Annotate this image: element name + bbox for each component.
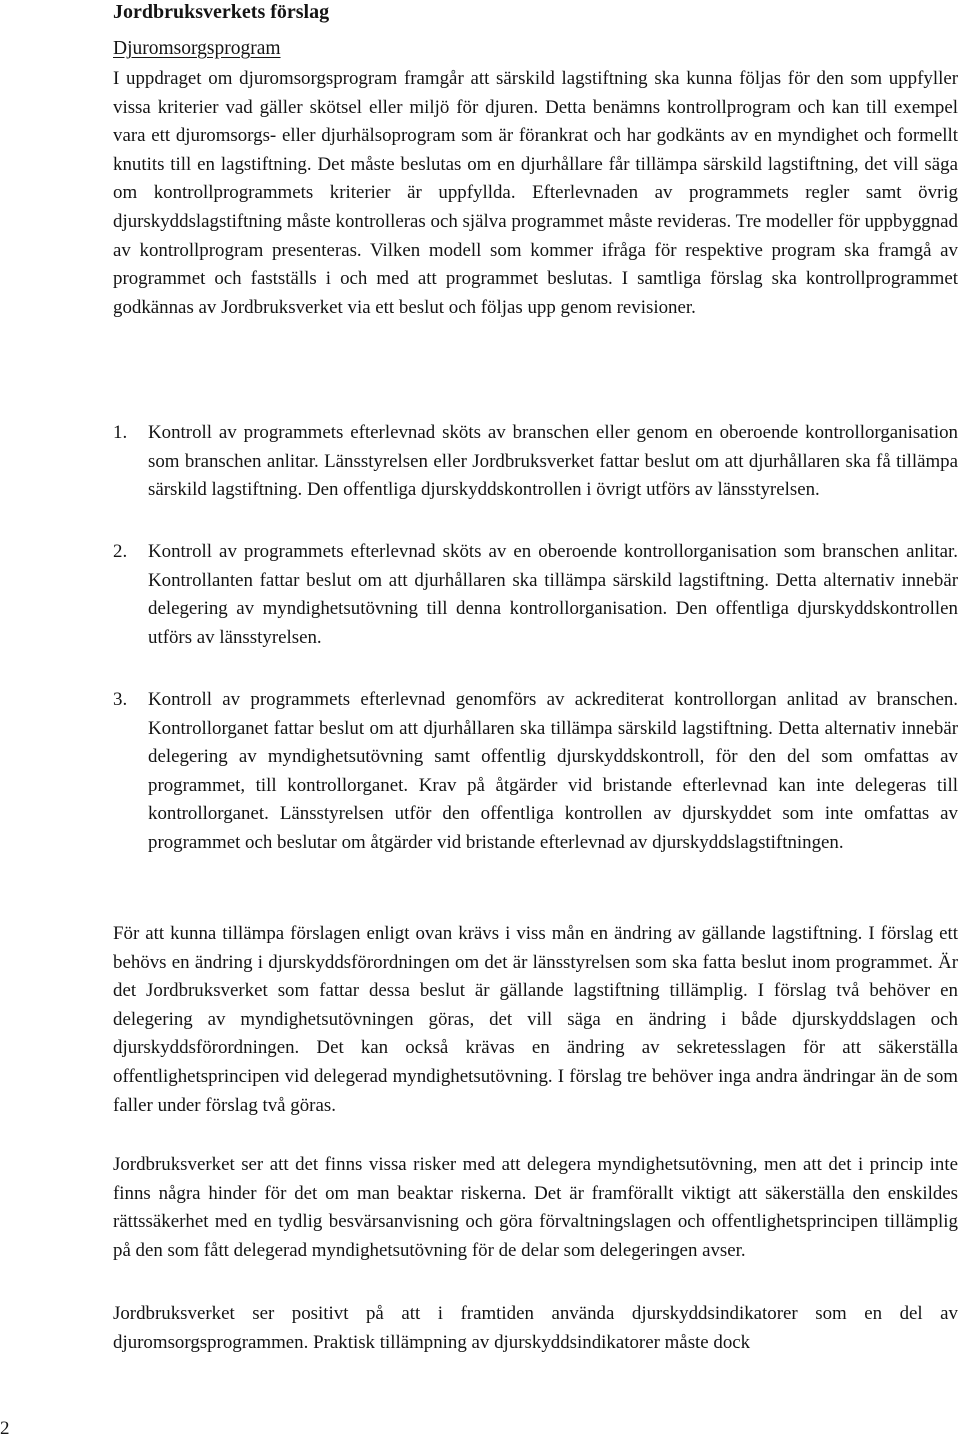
page-number: 2 — [0, 1418, 10, 1439]
list-item-number: 3. — [113, 689, 128, 710]
document-title: Jordbruksverkets förslag — [113, 1, 330, 23]
risks-paragraph: Jordbruksverket ser att det finns vissa risker med att delegera myndighetsutövning, men att det i princip inte finns några hinder för det om man beaktar riskerna. Det är framförallt viktigt att säkerställa den enskildes rättssäkerhet med en tydlig besvärsanvisning och göra förvaltningslagen och offentlighetsprincipen tillämplig på den som fått delegerad myndighetsutövning för de delar som delegeringen avser. — [113, 1154, 958, 1261]
list-item-model-2 — [113, 538, 958, 652]
list-item-model-3 — [113, 686, 958, 858]
section-subtitle: Djuromsorgsprogram — [113, 38, 281, 59]
list-item-text: Kontroll av programmets efterlevnad genomförs av ackrediterat kontrollorgan anlitad av branschen. Kontrollorganet fattar beslut om att djurhållaren ska tillämpa särskild lagstiftning. Detta alternativ innebär delegering av myndighetsutövning samt offentlig djurskyddskontroll, för den del som omfattas av programmet, till kontrollorganet. Krav på åtgärder vid bristande efterlevnad kan inte delegeras till kontrollorganet. Länsstyrelsen utför den offentliga kontrollen av djurskyddet som inte omfattas av programmet och beslutar om åtgärder vid bristande efterlevnad av djurskyddslagstiftningen. — [148, 689, 958, 853]
list-item-text: Kontroll av programmets efterlevnad sköts av en oberoende kontrollorganisation som branschen anlitar. Kontrollanten fattar beslut om att djurhållaren ska tillämpa särskild lagstiftning. Detta alternativ innebär delegering av myndighetsutövning till denna kontrollorganisation. Den offentliga djurskyddskontrollen utförs av länsstyrelsen. — [148, 541, 958, 648]
indicators-paragraph: Jordbruksverket ser positivt på att i framtiden använda djurskyddsindikatorer som en del av djuromsorgsprogrammen. Praktisk tillämpning av djurskyddsindikatorer måste dock — [113, 1303, 958, 1353]
list-item-text: Kontroll av programmets efterlevnad sköts av branschen eller genom en oberoende kontrollorganisation som branschen anlitar. Länsstyrelsen eller Jordbruksverket fattar beslut om att djurhållaren ska få tillämpa särskild lagstiftning. Den offentliga djurskyddskontrollen i övrigt utförs av länsstyrelsen. — [148, 422, 958, 501]
list-item-number: 2. — [113, 541, 128, 562]
legislation-paragraph: För att kunna tillämpa förslagen enligt ovan krävs i viss mån en ändring av gällande lagstiftning. I förslag ett behövs en ändring i djurskyddsförordningen om det är länsstyrelsen som ska fatta beslut inom programmet. Är det Jordbruksverket som fattar dessa beslut är gällande lagstiftning tillämplig. I förslag två behöver en delegering av myndighetsutövningen göras, det vill säga en ändring i både djurskyddslagen och djurskyddsförordningen. Det kan också krävas en ändring av sekretesslagen för att säkerställa offentlighetsprincipen vid delegerad myndighetsutövning. I förslag tre behöver inga andra ändringar än de som faller under förslag två göras. — [113, 923, 958, 1116]
intro-paragraph: I uppdraget om djuromsorgsprogram framgår att särskild lagstiftning ska kunna följas för den som uppfyller vissa kriterier vad gäller skötsel eller miljö för djuren. Detta benämns kontrollprogram och kan till exempel vara ett djuromsorgs- eller djurhälsoprogram som är förankrat och har godkänts av en myndighet och formellt knutits till en lagstiftning. Det måste beslutas om en djurhållare får tillämpa särskild lagstiftning, det vill säga om kontrollprogrammets kriterier är uppfyllda. Efterlevnaden av programmets regler samt övrig djurskyddslagstiftning måste kontrolleras och själva programmet måste revideras. Tre modeller för uppbyggnad av kontrollprogram presenteras. Vilken modell som kommer ifråga för respektive program ska framgå av programmet och fastställs i och med att programmet beslutas. I samtliga förslag ska kontrollprogrammet godkännas av Jordbruksverket via ett beslut och följas upp genom revisioner. — [113, 68, 958, 318]
list-item-model-1 — [113, 419, 958, 505]
list-item-number: 1. — [113, 422, 128, 443]
